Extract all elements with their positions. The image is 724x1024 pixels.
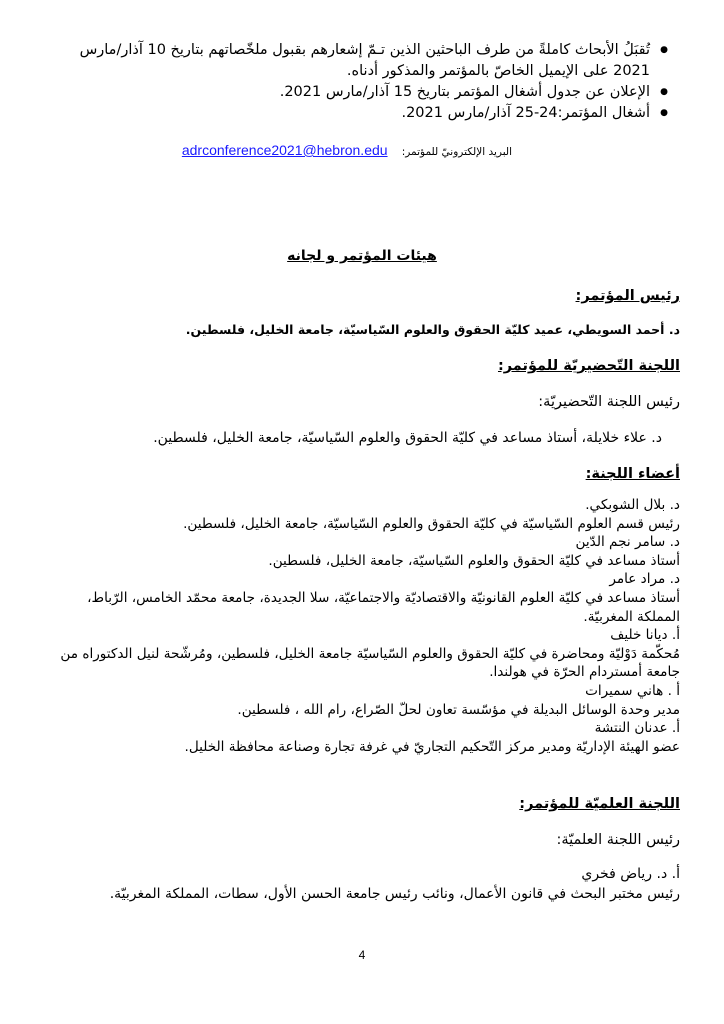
sci-committee-heading: اللجنة العلميّة للمؤتمر: bbox=[519, 796, 680, 812]
email-line bbox=[182, 142, 512, 159]
email-link[interactable]: adrconference2021@hebron.edu bbox=[181, 142, 388, 158]
member-name: أ. عدنان النتشة bbox=[594, 720, 680, 737]
email-label: البريد الإلكترونيّ للمؤتمر: bbox=[401, 146, 512, 158]
page-title: هيئات المؤتمر و لجانه bbox=[287, 248, 437, 264]
member-name: د. بلال الشوبكي. bbox=[585, 497, 680, 513]
bullet-item: ● أشغال المؤتمر:24-25 آذار/مارس 2021. bbox=[44, 103, 664, 124]
president-line: د. أحمد السويطي، عميد كليّة الحقوق والعلوم السّياسيّة، جامعة الخليل، فلسطين. bbox=[185, 322, 680, 337]
sci-president-heading: رئيس اللجنة العلميّة: bbox=[556, 832, 680, 848]
member-desc: أستاذ مساعد في كليّة العلوم القانونيّة والاقتصاديّة والاجتماعيّة، سلا الجديدة، جامعة محمّد الخامس، الرّباط، المملكة المغربيّة. bbox=[87, 589, 680, 625]
sci-president-line: رئيس مختبر البحث في قانون الأعمال، ونائب رئيس جامعة الحسن الأول، سطات، المملكة المغربيّة. bbox=[109, 886, 680, 902]
member-desc: أستاذ مساعد في كليّة الحقوق والعلوم السّياسيّة، جامعة الخليل، فلسطين. bbox=[268, 552, 680, 569]
member-desc: رئيس قسم العلوم السّياسيّة في كليّة الحقوق والعلوم السّياسيّة، جامعة الخليل، فلسطين. bbox=[183, 515, 680, 532]
bullet-item: ● الإعلان عن جدول أشغال المؤتمر بتاريخ 15 آذار/مارس 2021. bbox=[44, 82, 664, 103]
page-number: 4 bbox=[358, 948, 366, 962]
bullet-item: ● تُقبَلُ الأبحاث كاملةً من طرف الباحثين الذين تـمّ إشعارهم بقبول ملخّصاتهم بتاريخ 10 آذار/مارس 2021 على الإيميل الخاصّ بالمؤتمر والمذكور أدناه. bbox=[44, 40, 664, 82]
member-desc: مدير وحدة الوسائل البديلة في مؤسّسة تعاون لحلّ الصّراع، رام الله ، فلسطين. bbox=[237, 701, 680, 718]
members-heading: أعضاء اللجنة: bbox=[585, 466, 680, 482]
sci-president-name: أ. د. رياض فخري bbox=[581, 866, 680, 882]
dates-bullet-list bbox=[44, 40, 664, 124]
member-desc: مُحكّمة دَوْليّة ومحاضرة في كليّة الحقوق والعلوم السّياسيّة جامعة الخليل، فلسطين، ومُرشّحة لنيل الدكتوراه من جامعة أمستردام الحرّة في هولندا. bbox=[60, 645, 680, 681]
member-name: د. مراد عامر bbox=[609, 571, 680, 588]
president-heading: رئيس المؤتمر: bbox=[575, 288, 680, 304]
member-desc: عضو الهيئة الإداريّة ومدير مركز التّحكيم التجاريّ في غرفة تجارة وصناعة محافظة الخليل. bbox=[184, 738, 680, 755]
members-list bbox=[40, 496, 680, 756]
prep-president-line: د. علاء خلايلة، أستاذ مساعد في كليّة الحقوق والعلوم السّياسيّة، جامعة الخليل، فلسطين. bbox=[153, 430, 662, 446]
member-name: د. سامر نجم الدّين bbox=[575, 534, 680, 551]
member-name: أ. ديانا خليف bbox=[610, 627, 680, 644]
member-name: أ . هاني سميرات bbox=[585, 682, 680, 699]
prep-president-heading: رئيس اللجنة التّحضيريّة: bbox=[538, 394, 680, 410]
prep-committee-heading: اللجنة التّحضيريّة للمؤتمر: bbox=[497, 358, 680, 374]
